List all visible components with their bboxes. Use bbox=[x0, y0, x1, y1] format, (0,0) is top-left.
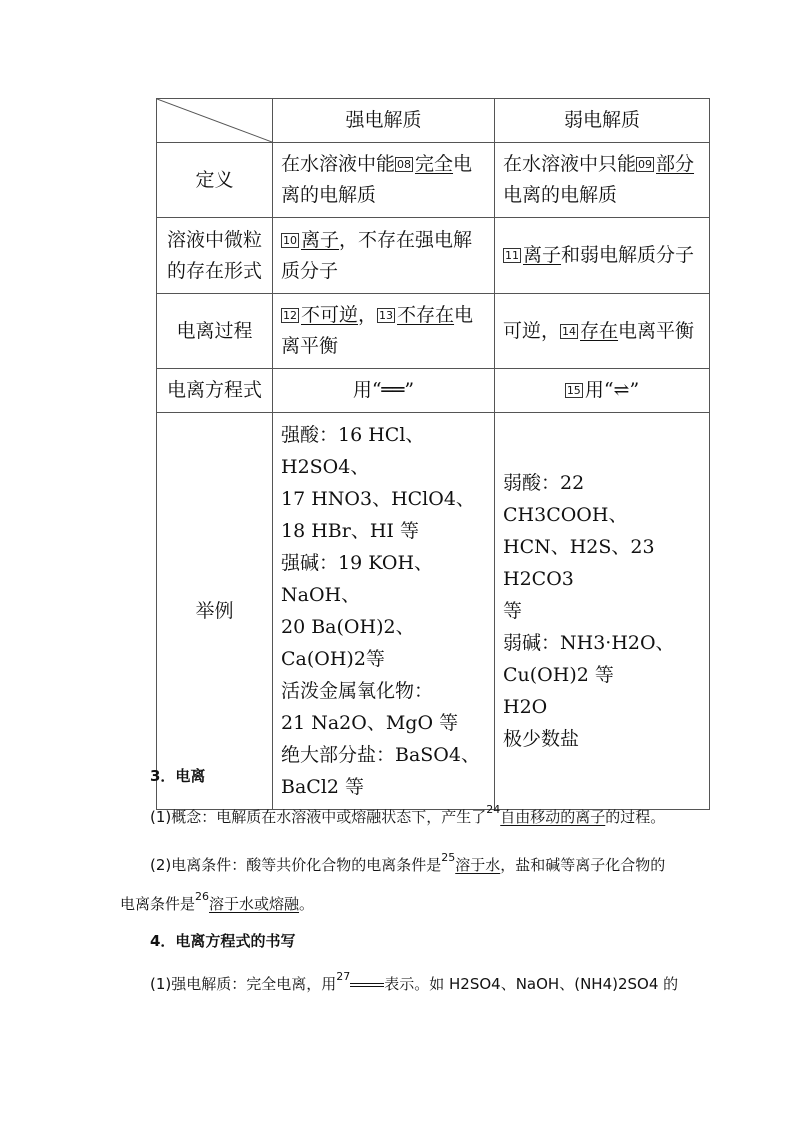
table-row bbox=[157, 218, 710, 294]
answer-text: 完全 bbox=[415, 153, 454, 175]
cell-text: 在水溶液中只能 bbox=[503, 153, 637, 175]
answer-text: 离子 bbox=[523, 244, 562, 266]
blank-number: 11 bbox=[505, 249, 519, 262]
answer-text: 存在 bbox=[580, 319, 619, 342]
section-3 bbox=[120, 765, 680, 920]
example-line: 强酸：16 HCl、H2SO4、 bbox=[281, 424, 425, 478]
example-line: BaCl2 等 bbox=[281, 776, 365, 798]
blank-number: 25 bbox=[441, 851, 456, 864]
electrolyte-comparison-table bbox=[156, 98, 710, 810]
weak-cell bbox=[495, 369, 710, 413]
section-4 bbox=[120, 930, 680, 995]
header-strong: 强电解质 bbox=[273, 99, 495, 143]
blank-number: 26 bbox=[195, 890, 210, 903]
cell-text: 电离平衡 bbox=[618, 319, 695, 342]
weak-cell bbox=[495, 143, 710, 218]
example-line: 20 Ba(OH)2、Ca(OH)2等 bbox=[281, 616, 415, 670]
example-line: 17 HNO3、HClO4、 bbox=[281, 488, 475, 510]
cell-text: 电离的电解质 bbox=[503, 184, 618, 206]
cell-text: ，不存在强电解质分子 bbox=[281, 228, 473, 282]
answer-text: 部分 bbox=[656, 153, 695, 175]
section-heading: 3．电离 bbox=[150, 767, 206, 785]
answer-text: 不存在 bbox=[397, 304, 455, 326]
row-label: 溶液中微粒的存在形式 bbox=[157, 218, 273, 294]
example-line: Cu(OH)2 等 bbox=[503, 664, 614, 686]
example-line: 弱酸：22 CH3COOH、 bbox=[503, 472, 628, 526]
example-line: HCN、H2S、23 H2CO3 bbox=[503, 536, 655, 590]
cell-text: 用“⇌” bbox=[584, 379, 640, 401]
blank-number: 24 bbox=[486, 803, 501, 816]
cell-text: ， bbox=[358, 304, 378, 326]
table-row bbox=[157, 143, 710, 218]
answer-text: 溶于水 bbox=[455, 856, 501, 874]
header-corner-cell bbox=[157, 99, 273, 143]
example-line: 绝大部分盐：BaSO4、 bbox=[281, 744, 480, 766]
strong-cell bbox=[273, 143, 495, 218]
paragraph bbox=[120, 966, 680, 995]
table-row bbox=[157, 294, 710, 369]
example-line: 18 HBr、HI 等 bbox=[281, 520, 419, 542]
paragraph bbox=[120, 799, 680, 828]
answer-text: 自由移动的离子 bbox=[500, 808, 606, 826]
weak-cell bbox=[495, 413, 710, 810]
strong-cell: 用“══” bbox=[273, 369, 495, 413]
para-text: 。 bbox=[299, 895, 315, 913]
para-text: 的过程。 bbox=[605, 808, 666, 826]
example-line: 极少数盐 bbox=[503, 728, 580, 750]
section-heading: 4．电离方程式的书写 bbox=[150, 932, 296, 950]
row-label: 举例 bbox=[157, 413, 273, 810]
header-weak: 弱电解质 bbox=[495, 99, 710, 143]
example-line: H2O bbox=[503, 696, 548, 718]
blank-number: 12 bbox=[283, 309, 297, 322]
weak-cell bbox=[495, 294, 710, 369]
blank-number: 15 bbox=[566, 384, 581, 397]
example-line: 强碱：19 KOH、NaOH、 bbox=[281, 552, 434, 606]
row-label: 定义 bbox=[157, 143, 273, 218]
para-text: ，盐和碱等离子化合物的电离条件是 bbox=[120, 856, 666, 913]
row-label: 电离过程 bbox=[157, 294, 273, 369]
cell-text: 和弱电解质分子 bbox=[561, 244, 695, 266]
para-text: 表示。如 H2SO4、NaOH、(NH4)2SO4 的 bbox=[384, 975, 679, 993]
cell-text: 电离平衡 bbox=[281, 304, 474, 357]
blank-number: 08 bbox=[397, 158, 412, 171]
diagonal-line bbox=[157, 99, 272, 142]
strong-cell bbox=[273, 218, 495, 294]
table-header-row bbox=[157, 99, 710, 143]
blank-number: 10 bbox=[283, 233, 297, 247]
blank-number: 14 bbox=[562, 324, 577, 338]
example-line: 21 Na2O、MgO 等 bbox=[281, 712, 459, 734]
cell-text: 电离的电解质 bbox=[281, 153, 473, 206]
paragraph bbox=[120, 842, 680, 920]
para-text: (1)概念：电解质在水溶液中或熔融状态下，产生了 bbox=[150, 808, 487, 826]
example-line: 等 bbox=[503, 600, 523, 622]
strong-cell bbox=[273, 294, 495, 369]
example-line: 活泼金属氧化物： bbox=[281, 680, 434, 702]
blank-number: 13 bbox=[379, 309, 394, 322]
table-row bbox=[157, 369, 710, 413]
blank-number: 27 bbox=[336, 970, 351, 983]
answer-text: 溶于水或熔融 bbox=[209, 895, 300, 913]
equals-arrow bbox=[350, 983, 384, 987]
example-line: 弱碱：NH3·H2O、 bbox=[503, 632, 675, 654]
answer-text: 离子 bbox=[301, 228, 340, 251]
para-text: (1)强电解质：完全电离，用 bbox=[150, 975, 337, 993]
cell-text: 在水溶液中能 bbox=[281, 153, 396, 175]
strong-cell bbox=[273, 413, 495, 810]
answer-text: 不可逆 bbox=[301, 304, 359, 326]
weak-cell bbox=[495, 218, 710, 294]
para-text: (2)电离条件：酸等共价化合物的电离条件是 bbox=[150, 856, 442, 874]
cell-text: 可逆， bbox=[503, 319, 561, 342]
blank-number: 09 bbox=[638, 158, 653, 171]
table-row bbox=[157, 413, 710, 810]
row-label: 电离方程式 bbox=[157, 369, 273, 413]
